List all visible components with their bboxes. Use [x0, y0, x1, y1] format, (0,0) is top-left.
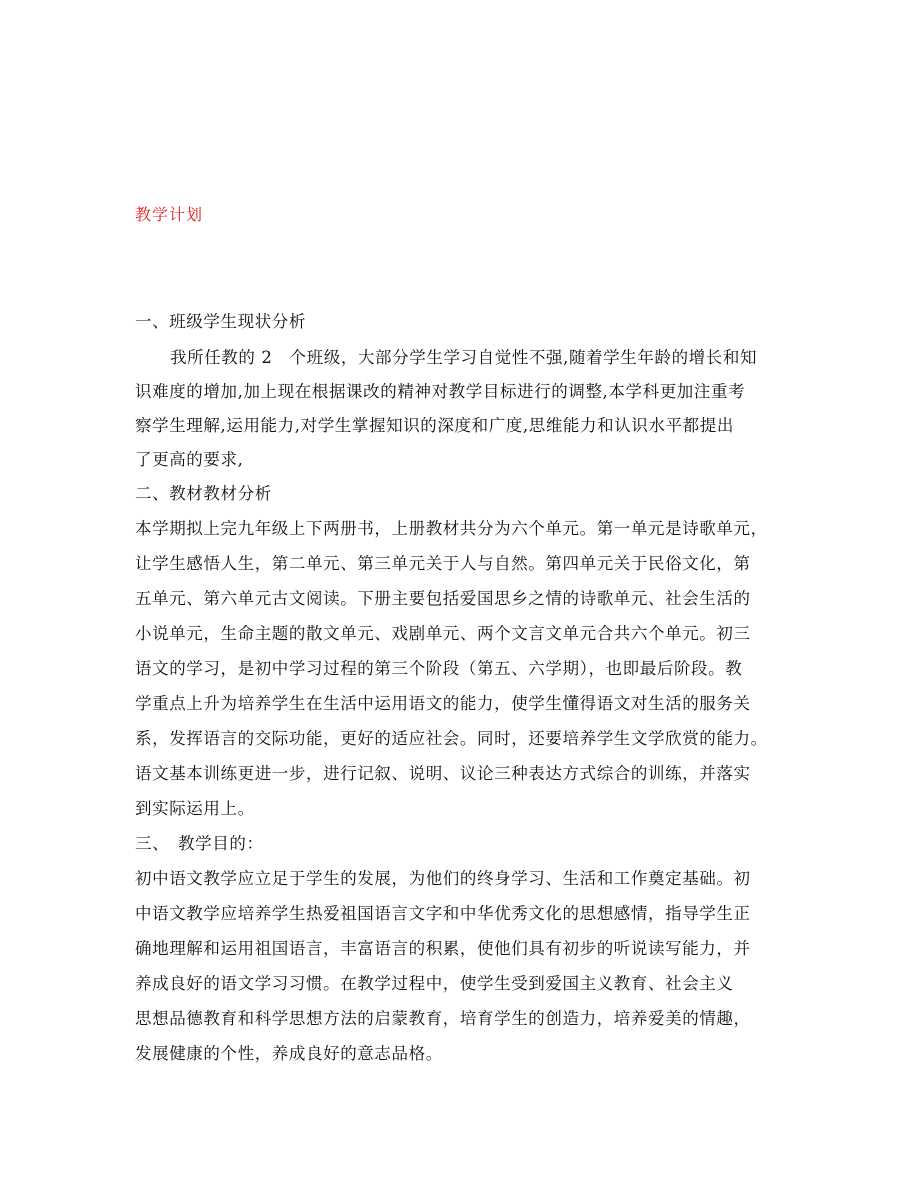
- paragraph-line: 到实际运用上。: [135, 799, 255, 818]
- paragraph-line: 察学生理解,运用能力,对学生掌握知识的深度和广度,思维能力和认识水平都提出: [135, 416, 734, 435]
- paragraph-line: 发展健康的个性，养成良好的意志品格。: [135, 1044, 443, 1063]
- paragraph-line: 语文基本训练更进一步，进行记叙、说明、议论三种表达方式综合的训练，并落实: [135, 764, 751, 783]
- paragraph-line: 养成良好的语文学习习惯。在教学过程中，使学生受到爱国主义教育、社会主义: [135, 974, 734, 993]
- paragraph-line: 让学生感悟人生，第二单元、第三单元关于人与自然。第四单元关于民俗文化，第: [135, 554, 751, 573]
- paragraph-line: 我所任教的 2 个班级，大部分学生学习自觉性不强,随着学生年龄的增长和知: [170, 348, 758, 367]
- section-heading-3: 三、 教学目的：: [135, 834, 264, 853]
- section-heading-2: 二、教材教材分析: [135, 484, 272, 503]
- paragraph-line: 五单元、第六单元古文阅读。下册主要包括爱国思乡之情的诗歌单元、社会生活的: [135, 589, 751, 608]
- paragraph-line: 中语文教学应培养学生热爱祖国语言文字和中华优秀文化的思想感情，指导学生正: [135, 904, 751, 923]
- paragraph-line: 识难度的增加,加上现在根据课改的精神对教学目标进行的调整,本学科更加注重考: [135, 382, 746, 401]
- paragraph-line: 小说单元，生命主题的散文单元、戏剧单元、两个文言文单元合共六个单元。初三: [135, 624, 751, 643]
- paragraph-line: 学重点上升为培养学生在生活中运用语文的能力，使学生懂得语文对生活的服务关: [135, 694, 751, 713]
- paragraph-line: 确地理解和运用祖国语言，丰富语言的积累，使他们具有初步的听说读写能力，并: [135, 939, 751, 958]
- paragraph-line: 语文的学习，是初中学习过程的第三个阶段（第五、六学期），也即最后阶段。教: [135, 659, 743, 678]
- paragraph-line: 了更高的要求,: [135, 450, 244, 469]
- document-title: 教学计划: [135, 205, 204, 224]
- paragraph-line: 思想品德教育和科学思想方法的启蒙教育，培育学生的创造力，培养爱美的情趣，: [135, 1009, 751, 1028]
- section-heading-1: 一、班级学生现状分析: [135, 312, 306, 331]
- paragraph-line: 本学期拟上完九年级上下两册书，上册教材共分为六个单元。第一单元是诗歌单元，: [135, 519, 768, 538]
- paragraph-line: 初中语文教学应立足于学生的发展，为他们的终身学习、生活和工作奠定基础。初: [135, 869, 751, 888]
- paragraph-line: 系，发挥语言的交际功能，更好的适应社会。同时，还要培养学生文学欣赏的能力。: [135, 729, 768, 748]
